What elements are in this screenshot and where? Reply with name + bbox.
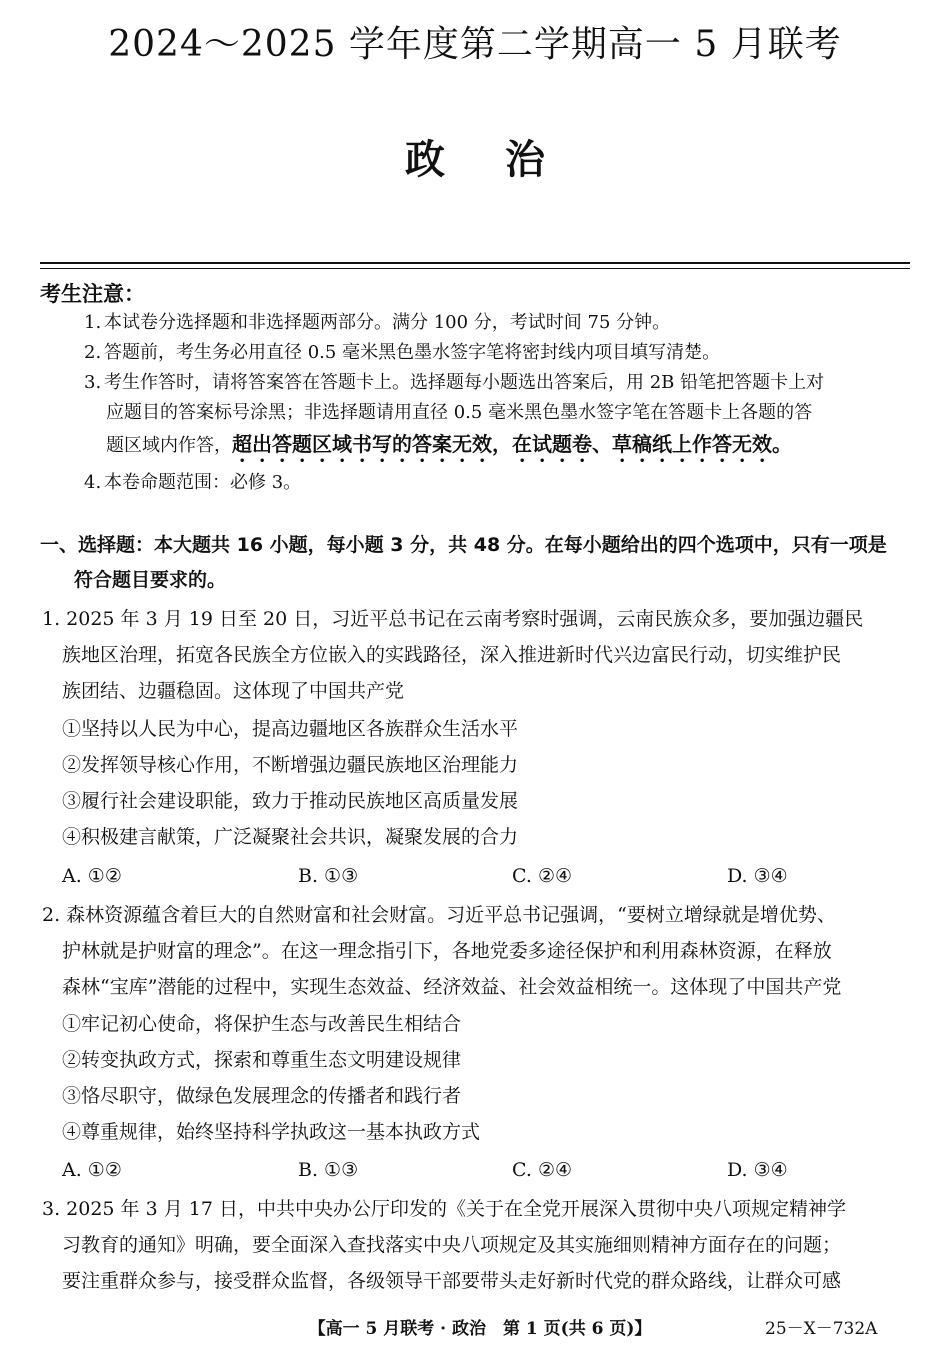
notice-item-3-line-3 — [106, 428, 912, 467]
question-3-stem: 3. 2025 年 3 月 17 日，中共中央办公厅印发的《关于在全党开展深入贯彻中央八项规定精神学 — [42, 1198, 846, 1220]
notice-item-text: 答题前，考生务必用直径 0.5 毫米黑色墨水签字笔将密封线内项目填写清楚。 — [104, 342, 721, 363]
section-heading-continued: 符合题目要求的。 — [74, 569, 227, 591]
question-2-statement-3: ③恪尽职守，做绿色发展理念的传播者和践行者 — [62, 1085, 462, 1107]
question-2-statement-2: ②转变执政方式，探索和尊重生态文明建设规律 — [62, 1049, 462, 1071]
exam-title: 2024～2025 学年度第二学期高一 5 月联考 — [108, 24, 842, 65]
notice-plain-text: 题区域内作答， — [106, 435, 232, 456]
notice-item-3 — [84, 366, 912, 399]
question-1-choice-c[interactable]: C. ②④ — [512, 865, 573, 887]
question-2-statement-4: ④尊重规律，始终坚持科学执政这一基本执政方式 — [62, 1121, 481, 1143]
question-1-stem: 1. 2025 年 3 月 19 日至 20 日，习近平总书记在云南考察时强调，云南民族众多，要加强边疆民 — [42, 608, 864, 630]
question-1-stem-line-3: 族团结、边疆稳固。这体现了中国共产党 — [62, 680, 405, 702]
question-2-choice-a[interactable]: A. ①② — [62, 1159, 122, 1181]
question-2-choice-d[interactable]: D. ③④ — [727, 1159, 788, 1181]
notice-item-3-line-2: 应题目的答案标号涂黑；非选择题请用直径 0.5 毫米黑色墨水签字笔在答题卡上各题的答 — [106, 402, 813, 423]
notice-item-text: 考生作答时，请将答案答在答题卡上。选择题每小题选出答案后，用 2B 铅笔把答题卡上对 — [104, 372, 825, 393]
question-1-statement-1: ①坚持以人民为中心，提高边疆地区各族群众生活水平 — [62, 718, 519, 740]
question-1-choice-a[interactable]: A. ①② — [62, 865, 122, 887]
divider-thin — [40, 268, 910, 269]
notice-item-text: 本试卷分选择题和非选择题两部分。满分 100 分，考试时间 75 分钟。 — [104, 312, 671, 333]
question-1-statement-4: ④积极建言献策，广泛凝聚社会共识，凝聚发展的合力 — [62, 826, 519, 848]
footer-page-info: 【高一 5 月联考 · 政治 第 1 页(共 6 页)】 — [308, 1319, 652, 1339]
question-2-stem-line-3: 森林“宝库”潜能的过程中，实现生态效益、经济效益、社会效益相统一。这体现了中国共产党 — [62, 976, 842, 998]
question-3-stem-line-2: 习教育的通知》明确，要全面深入查找落实中央八项规定及其实施细则精神方面存在的问题； — [62, 1234, 842, 1256]
section-heading: 一、选择题：本大题共 16 小题，每小题 3 分，共 48 分。在每小题给出的四个选项中，只有一项是 — [40, 534, 887, 556]
question-2-stem-line-2: 护林就是护财富的理念”。在这一理念指引下，各地党委多途径保护和利用森林资源，在释放 — [62, 940, 832, 962]
question-3-stem-line-3: 要注重群众参与，接受群众监督，各级领导干部要带头走好新时代党的群众路线，让群众可感 — [62, 1270, 842, 1292]
notice-item-1 — [84, 306, 912, 339]
question-1-choice-d[interactable]: D. ③④ — [727, 865, 788, 887]
question-1-statement-2: ②发挥领导核心作用，不断增强边疆民族地区治理能力 — [62, 754, 519, 776]
question-2-choice-b[interactable]: B. ①③ — [298, 1159, 359, 1181]
notice-item-number: 2. — [84, 342, 102, 363]
question-2-statement-1: ①牢记初心使命，将保护生态与改善民生相结合 — [62, 1013, 462, 1035]
notice-item-number: 3. — [84, 372, 102, 393]
notice-item-4 — [84, 466, 912, 499]
question-2-stem: 2. 森林资源蕴含着巨大的自然财富和社会财富。习近平总书记强调，“要树立增绿就是增优势、 — [42, 904, 836, 926]
question-1-stem-line-2: 族地区治理，拓宽各民族全方位嵌入的实践路径，深入推进新时代兴边富民行动，切实维护民 — [62, 644, 842, 666]
notice-item-number: 1. — [84, 312, 102, 333]
notice-item-2 — [84, 336, 912, 369]
notice-emphasis-text: 超出答题区域书写的答案无效，在试题卷、草稿纸上作答无效。 — [232, 432, 792, 456]
question-2-choice-c[interactable]: C. ②④ — [512, 1159, 573, 1181]
question-1-statement-3: ③履行社会建设职能，致力于推动民族地区高质量发展 — [62, 790, 519, 812]
footer-exam-code: 25－X－732A — [765, 1319, 878, 1339]
question-1-choice-b[interactable]: B. ①③ — [298, 865, 359, 887]
subject-title: 政治 — [405, 137, 605, 183]
notice-item-text: 本卷命题范围：必修 3。 — [104, 472, 302, 493]
notice-title: 考生注意： — [40, 282, 145, 306]
notice-item-number: 4. — [84, 472, 102, 493]
divider-thick — [40, 262, 910, 264]
